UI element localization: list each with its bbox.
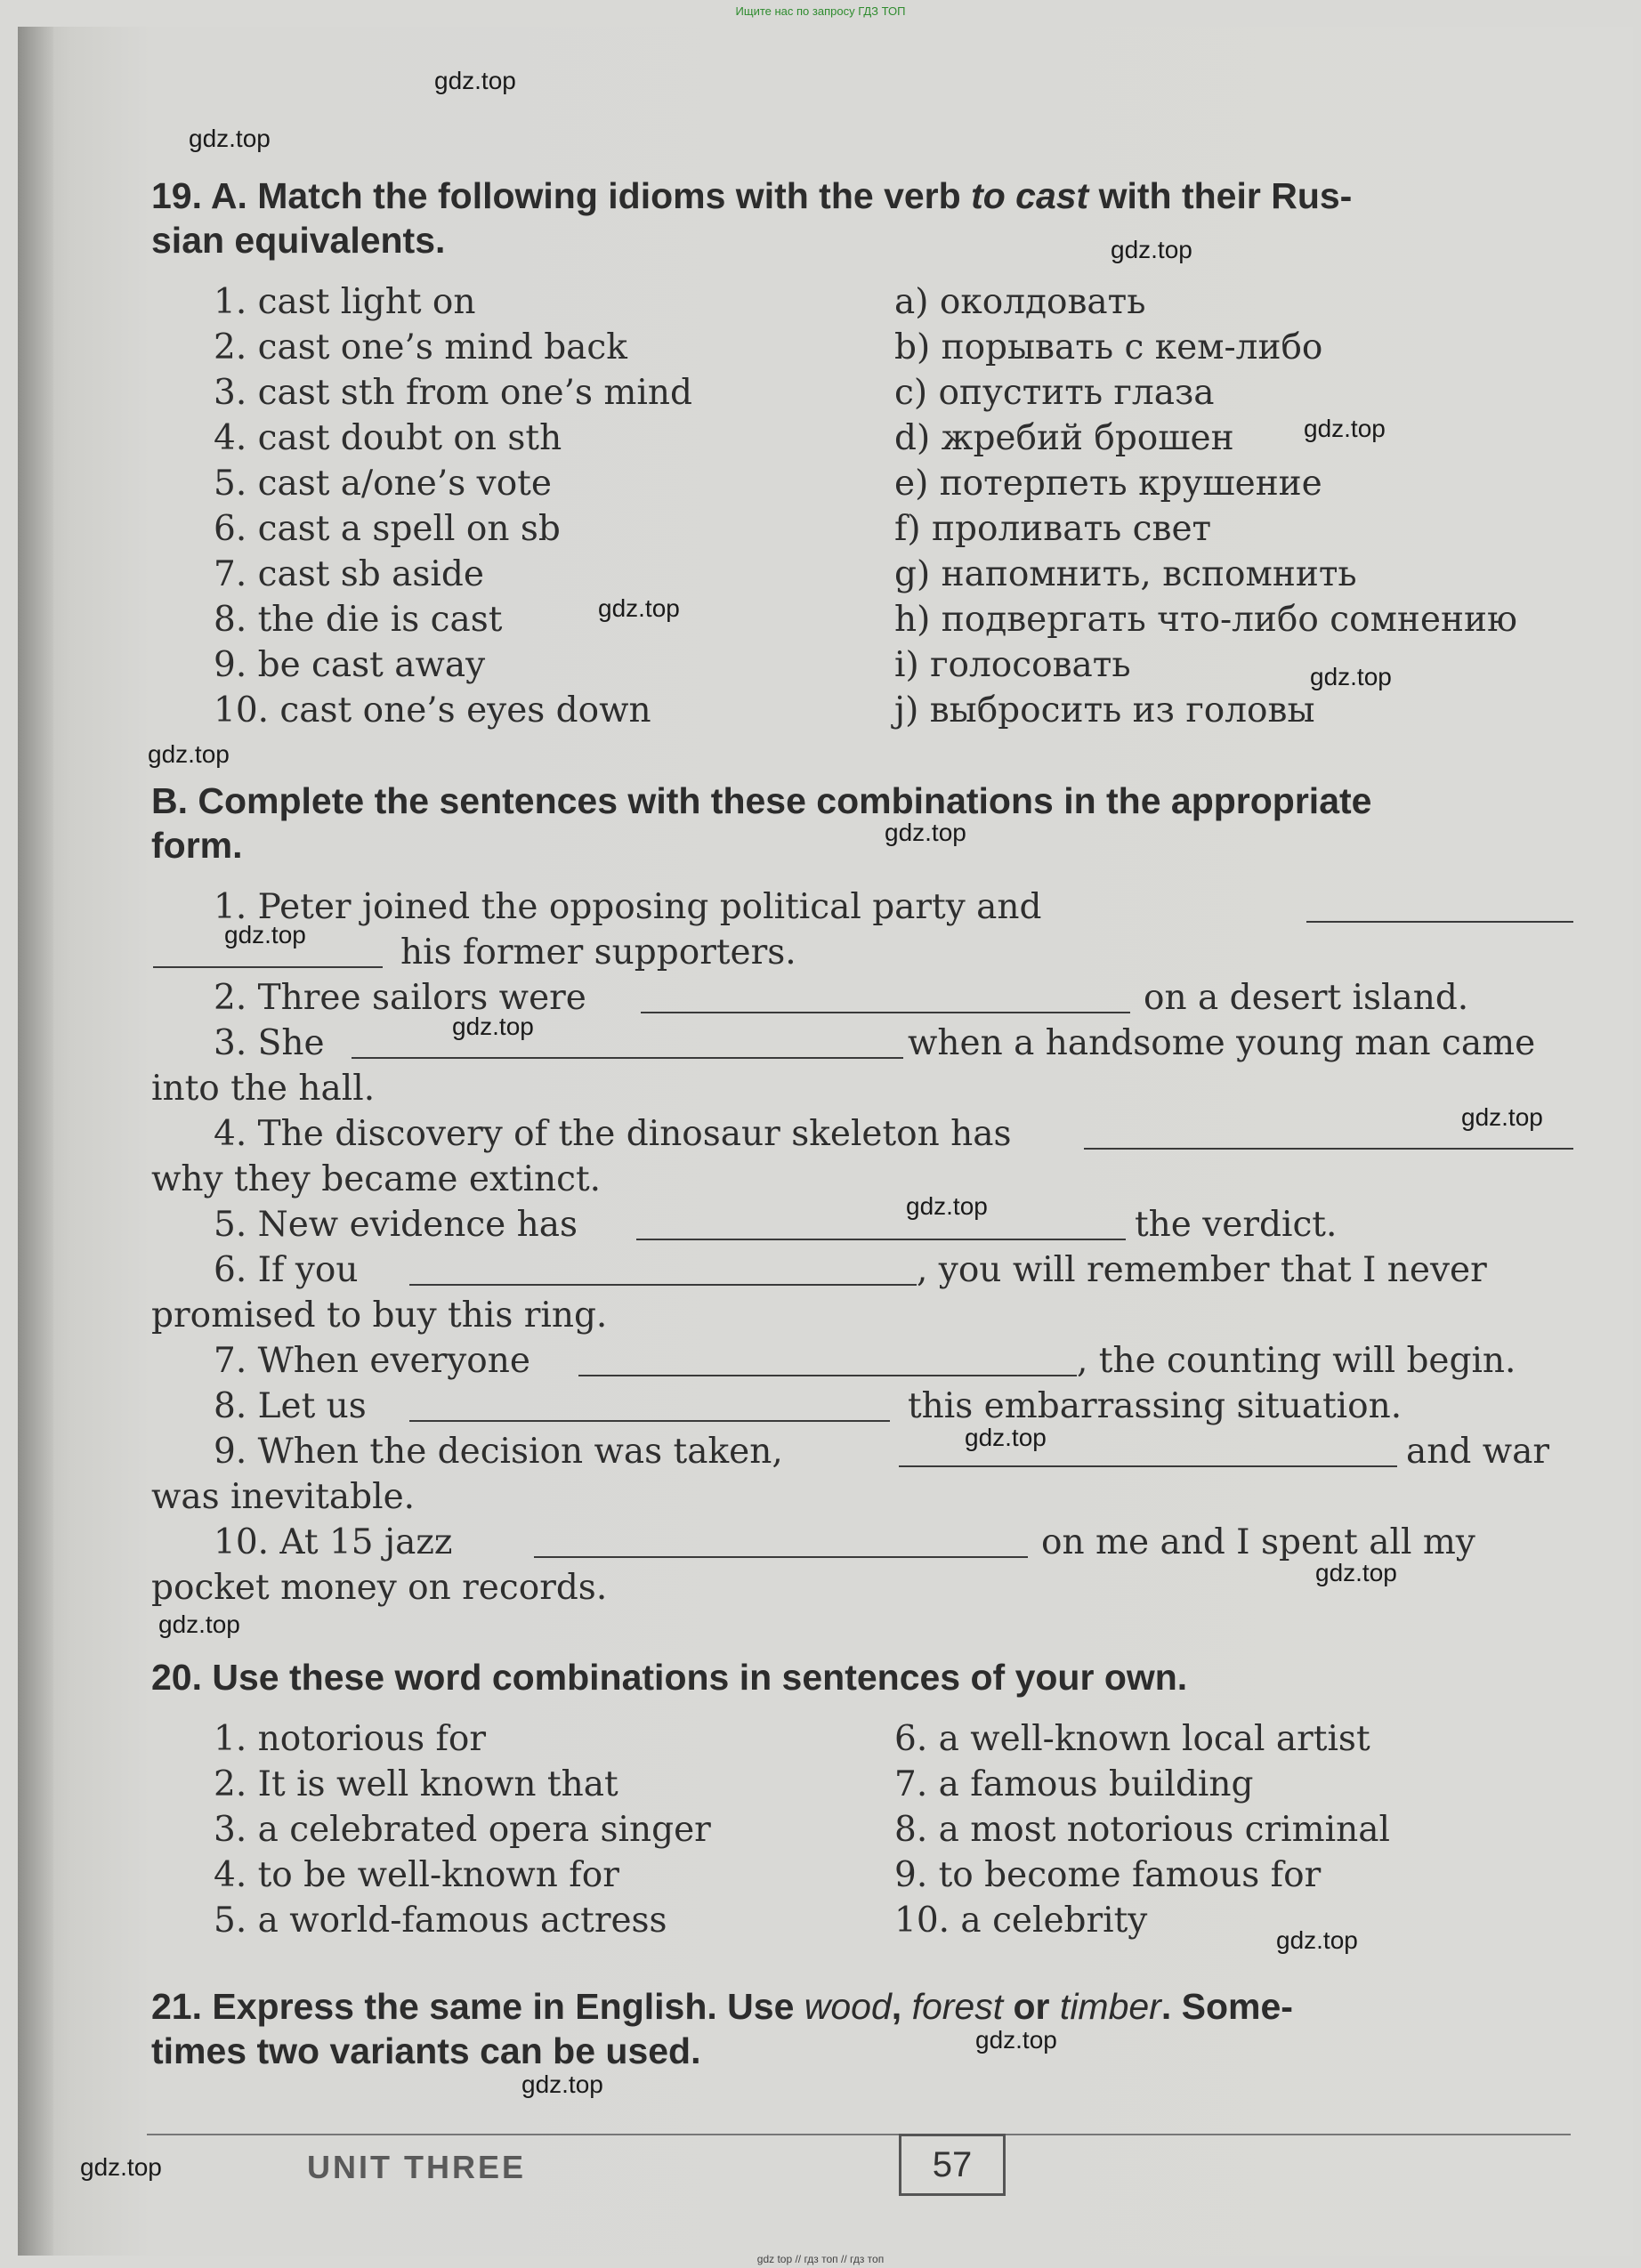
heading-text: 19. A. Match the following idioms with the verb [151,175,972,216]
combination-9: 9. to become famous for [894,1855,1322,1895]
exercise-19b-heading: B. Complete the sentences with these combinations in the appropriate [151,780,1372,821]
sentence-9-end: was inevitable. [151,1477,416,1517]
sentence-5-cont: the verdict. [1135,1205,1338,1245]
combination-8: 8. a most notorious criminal [894,1810,1390,1850]
watermark: gdz.top [885,819,966,846]
sentence-7-cont: , the counting will begin. [1077,1341,1516,1381]
watermark: gdz.top [1310,663,1392,690]
unit-title: UNIT THREE [307,2149,526,2185]
sentence-2: 2. Three sailors were [214,978,586,1018]
exercise-19a-heading-cont: sian equivalents. [151,220,446,261]
equivalent-j: j) выбросить из головы [894,690,1315,730]
watermark: gdz.top [224,921,306,948]
sentence-10-end: pocket money on records. [151,1568,608,1608]
watermark: gdz.top [521,2070,603,2098]
combination-3: 3. a celebrated opera singer [214,1810,711,1850]
equivalent-a: a) околдовать [894,282,1146,322]
idiom-7: 7. cast sb aside [214,554,484,594]
watermark: gdz.top [1315,1559,1397,1586]
heading-text: with their Rus- [1088,175,1353,216]
idiom-2: 2. cast one’s mind back [214,327,627,367]
combination-2: 2. It is well known that [214,1764,618,1804]
watermark: gdz.top [598,594,680,622]
combination-5: 5. a world-famous actress [214,1901,667,1941]
sentence-1-cont: his former supporters. [400,932,796,973]
idiom-10: 10. cast one’s eyes down [214,690,651,730]
sentence-5: 5. New evidence has [214,1205,578,1245]
equivalent-h: h) подвергать что-либо сомнению [894,600,1517,640]
sentence-3-cont: when a handsome young man came [908,1023,1536,1063]
watermark: gdz.top [189,125,271,152]
answer-blank[interactable] [409,1420,890,1422]
heading-text: , [891,1986,912,2027]
bottom-banner: gdz top // гдз топ // гдз топ [756,2253,885,2265]
exercise-19a-heading [151,174,1352,218]
exercise-21-heading-cont: times two variants can be used. [151,2030,701,2071]
sentence-9: 9. When the decision was taken, [214,1432,783,1472]
answer-blank[interactable] [1306,921,1573,923]
equivalent-c: c) опустить глаза [894,373,1215,413]
combination-6: 6. a well-known local artist [894,1719,1370,1759]
idiom-5: 5. cast a/one’s vote [214,464,552,504]
combination-7: 7. a famous building [894,1764,1254,1804]
sentence-9-cont: and war [1406,1432,1550,1472]
page-number: 57 [899,2134,1006,2196]
sentence-1: 1. Peter joined the opposing political party and [214,887,1042,927]
idiom-3: 3. cast sth from one’s mind [214,373,692,413]
equivalent-b: b) порывать с кем-либо [894,327,1323,367]
equivalent-f: f) проливать свет [894,509,1212,549]
heading-text: . Some- [1160,1986,1293,2027]
watermark: gdz.top [965,1424,1047,1451]
answer-blank[interactable] [352,1057,903,1059]
watermark: gdz.top [158,1610,240,1638]
watermark: gdz.top [452,1013,534,1040]
sentence-10: 10. At 15 jazz [214,1522,453,1562]
equivalent-e: e) потерпеть крушение [894,464,1322,504]
footer-rule [147,2134,1571,2135]
watermark: gdz.top [1111,236,1192,263]
exercise-19b-heading-cont: form. [151,825,243,866]
heading-emphasis: to cast [971,175,1089,216]
idiom-9: 9. be cast away [214,645,486,685]
watermark: gdz.top [975,2026,1057,2054]
heading-text: or [1003,1986,1060,2027]
idiom-6: 6. cast a spell on sb [214,509,561,549]
sentence-4: 4. The discovery of the dinosaur skeleton has [214,1114,1012,1154]
sentence-6-end: promised to buy this ring. [151,1295,608,1336]
sentence-10-cont: on me and I spent all my [1041,1522,1475,1562]
watermark: gdz.top [1461,1103,1543,1131]
answer-blank[interactable] [641,1012,1130,1013]
exercise-21-heading [151,1984,1293,2029]
top-banner: Ищите нас по запросу ГДЗ ТОП [735,4,906,18]
heading-emphasis: wood [804,1986,892,2027]
idiom-1: 1. cast light on [214,282,476,322]
answer-blank[interactable] [899,1465,1397,1467]
page-binding-shadow [18,27,53,2256]
idiom-4: 4. cast doubt on sth [214,418,562,458]
equivalent-d: d) жребий брошен [894,418,1234,458]
book-page [18,27,1633,2256]
sentence-8: 8. Let us [214,1386,367,1426]
watermark: gdz.top [1276,1926,1358,1954]
sentence-7: 7. When everyone [214,1341,530,1381]
combination-4: 4. to be well-known for [214,1855,619,1895]
answer-blank[interactable] [153,966,383,968]
answer-blank[interactable] [1084,1148,1573,1150]
sentence-3: 3. She [214,1023,325,1063]
answer-blank[interactable] [578,1375,1077,1376]
sentence-6: 6. If you [214,1250,359,1290]
watermark: gdz.top [434,67,516,94]
equivalent-g: g) напомнить, вспомнить [894,554,1357,594]
heading-emphasis: timber [1059,1986,1161,2027]
sentence-8-cont: this embarrassing situation. [908,1386,1403,1426]
sentence-6-cont: , you will remember that I never [917,1250,1487,1290]
answer-blank[interactable] [534,1556,1028,1558]
watermark: gdz.top [906,1192,988,1220]
answer-blank[interactable] [409,1284,917,1286]
combination-1: 1. notorious for [214,1719,487,1759]
sentence-2-cont: on a desert island. [1144,978,1469,1018]
watermark: gdz.top [1304,415,1386,442]
watermark: gdz.top [148,740,230,768]
sentence-3-end: into the hall. [151,1069,376,1109]
answer-blank[interactable] [636,1239,1126,1240]
heading-emphasis: forest [911,1986,1004,2027]
equivalent-i: i) голосовать [894,645,1131,685]
exercise-20-heading: 20. Use these word combinations in sentences of your own. [151,1657,1188,1698]
idiom-8: 8. the die is cast [214,600,503,640]
combination-10: 10. a celebrity [894,1901,1148,1941]
sentence-4-end: why they became extinct. [151,1159,602,1199]
heading-text: 21. Express the same in English. Use [151,1986,804,2027]
watermark: gdz.top [80,2153,162,2181]
